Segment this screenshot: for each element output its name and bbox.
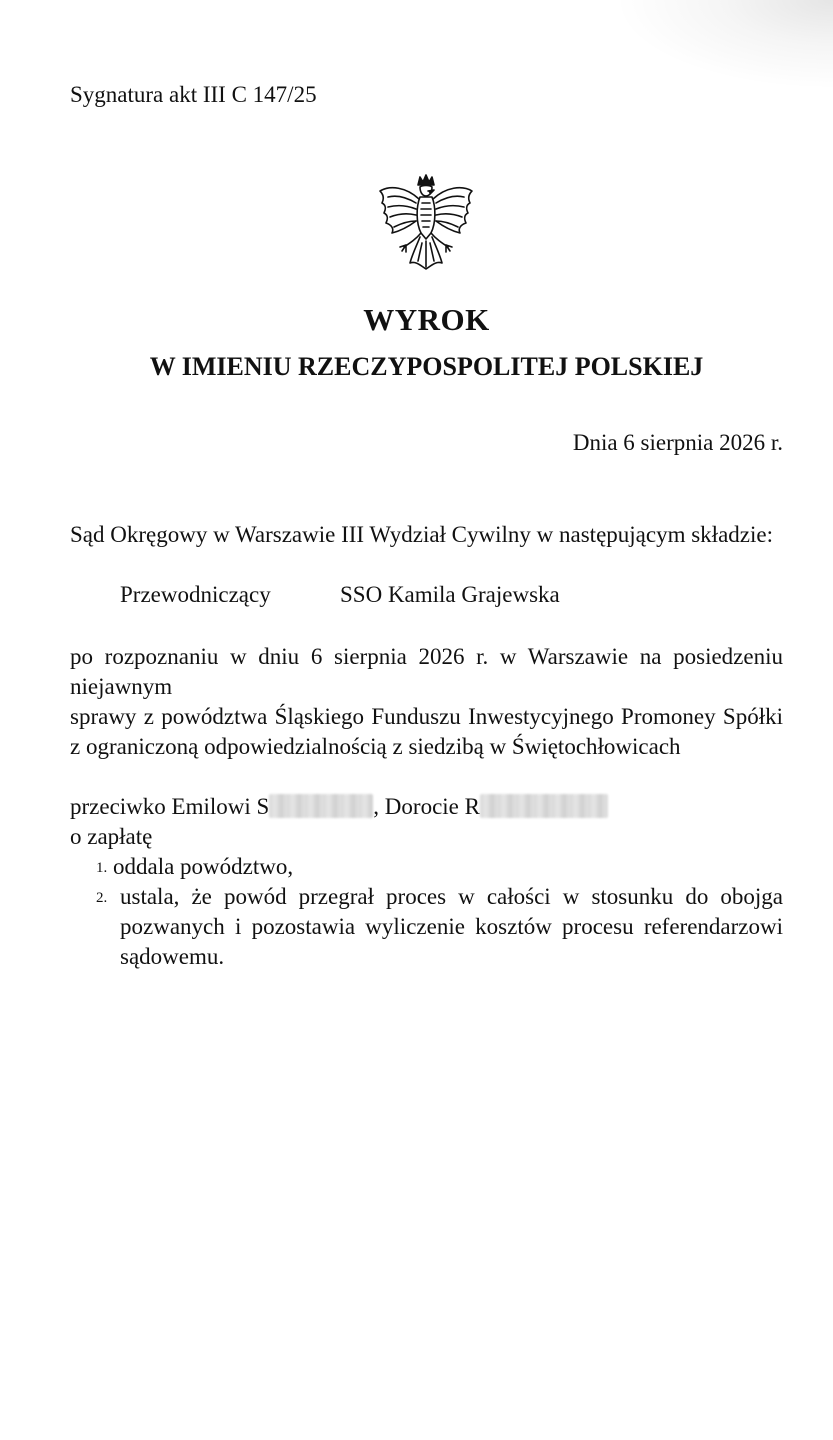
- presiding-role: Przewodniczący: [120, 582, 271, 607]
- judgment-page: [70, 0, 783, 1440]
- verdict-item-number: 2.: [96, 890, 108, 906]
- verdict-item-text: ustala, że powód przegrał proces w całości w stosunku do obojga pozwanych i pozostawia wyliczenie kosztów procesu referendarzowi sądowemu.: [120, 884, 783, 969]
- case-paragraph: sprawy z powództwa Śląskiego Funduszu Inwestycyjnego Promoney Spółki z ograniczoną odpowiedzialnością z siedzibą w Świętochłowicach: [70, 704, 783, 759]
- eagle-emblem-icon: [376, 173, 476, 271]
- judgment-subtitle: W IMIENIU RZECZYPOSPOLITEJ POLSKIEJ: [149, 352, 704, 381]
- redacted-surname-1: [269, 794, 373, 818]
- verdict-item-text: oddala powództwo,: [113, 854, 294, 879]
- verdict-list: [70, 852, 783, 972]
- claim-subject: o zapłatę: [70, 824, 153, 849]
- defendants-line: [70, 792, 783, 822]
- court-composition: [120, 580, 560, 610]
- verdict-item: [70, 882, 783, 972]
- hearing-paragraph: po rozpoznaniu w dniu 6 sierpnia 2026 r. w Warszawie na posiedzeniu niejawnym: [70, 644, 783, 699]
- verdict-item-number: 1.: [96, 860, 108, 876]
- court-composition-intro: Sąd Okręgowy w Warszawie III Wydział Cywilny w następującym składzie:: [70, 522, 773, 547]
- judgment-title: WYROK: [363, 302, 490, 337]
- defendant-2-prefix: , Dorocie R: [373, 794, 480, 819]
- case-signature: Sygnatura akt III C 147/25: [70, 82, 317, 107]
- redacted-surname-2: [480, 794, 608, 818]
- presiding-judge: SSO Kamila Grajewska: [340, 582, 560, 607]
- defendant-1-prefix: przeciwko Emilowi S: [70, 794, 270, 819]
- judgment-date: Dnia 6 sierpnia 2026 r.: [572, 430, 783, 455]
- verdict-item: [70, 852, 783, 882]
